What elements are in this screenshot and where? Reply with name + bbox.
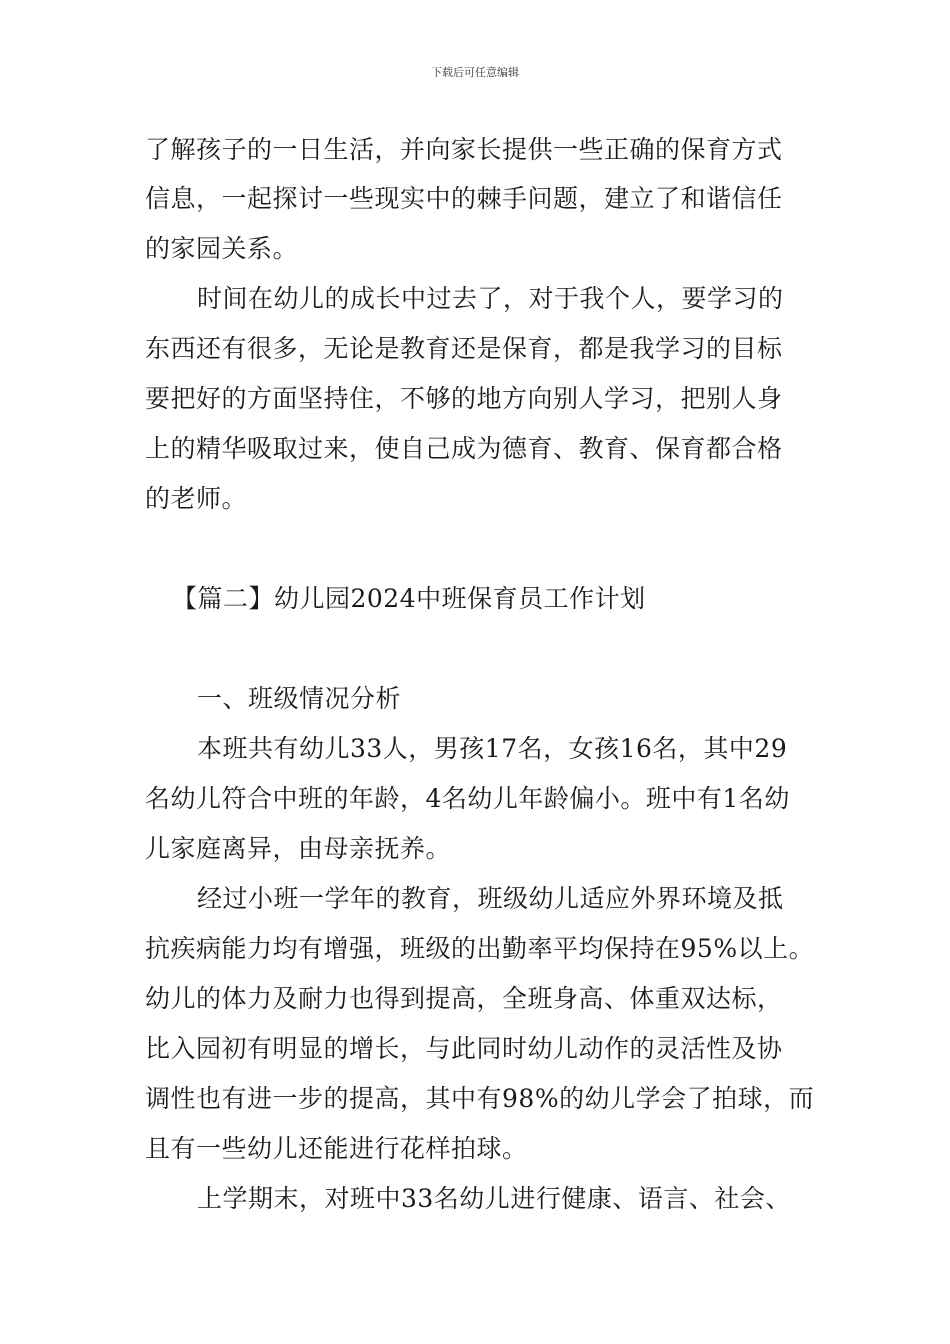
paragraph-line: 抗疾病能力均有增强，班级的出勤率平均保持在95%以上。 — [145, 934, 815, 963]
paragraph-line: 的老师。 — [145, 484, 248, 513]
paragraph-line: 儿家庭离异，由母亲抚养。 — [145, 834, 452, 863]
subheading: 一、班级情况分析 — [197, 684, 402, 713]
paragraph-line: 了解孩子的一日生活，并向家长提供一些正确的保育方式 — [145, 135, 783, 164]
paragraph-line: 信息，一起探讨一些现实中的棘手问题，建立了和谐信任 — [145, 184, 783, 213]
paragraph-line: 的家园关系。 — [145, 234, 299, 263]
paragraph-line: 名幼儿符合中班的年龄，4名幼儿年龄偏小。班中有1名幼 — [145, 784, 790, 813]
paragraph-line: 比入园初有明显的增长，与此同时幼儿动作的灵活性及协 — [145, 1034, 783, 1063]
paragraph-line: 幼儿的体力及耐力也得到提高，全班身高、体重双达标， — [145, 984, 783, 1013]
paragraph-line: 上的精华吸取过来，使自己成为德育、教育、保育都合格 — [145, 434, 783, 463]
paragraph-line: 要把好的方面坚持住，不够的地方向别人学习，把别人身 — [145, 384, 783, 413]
paragraph-line: 本班共有幼儿33人，男孩17名，女孩16名，其中29 — [197, 734, 788, 763]
paragraph-line: 经过小班一学年的教育，班级幼儿适应外界环境及抵 — [197, 884, 784, 913]
paragraph-line: 且有一些幼儿还能进行花样拍球。 — [145, 1134, 528, 1163]
paragraph-line: 时间在幼儿的成长中过去了，对于我个人，要学习的 — [197, 284, 784, 313]
paragraph-line: 东西还有很多，无论是教育还是保育，都是我学习的目标 — [145, 334, 783, 363]
section-title: 【篇二】幼儿园2024中班保育员工作计划 — [172, 584, 646, 613]
page-header: 下载后可任意编辑 — [431, 66, 519, 79]
paragraph-line: 调性也有进一步的提高，其中有98%的幼儿学会了拍球，而 — [145, 1084, 815, 1113]
paragraph-line: 上学期末，对班中33名幼儿进行健康、语言、社会、 — [197, 1184, 791, 1213]
